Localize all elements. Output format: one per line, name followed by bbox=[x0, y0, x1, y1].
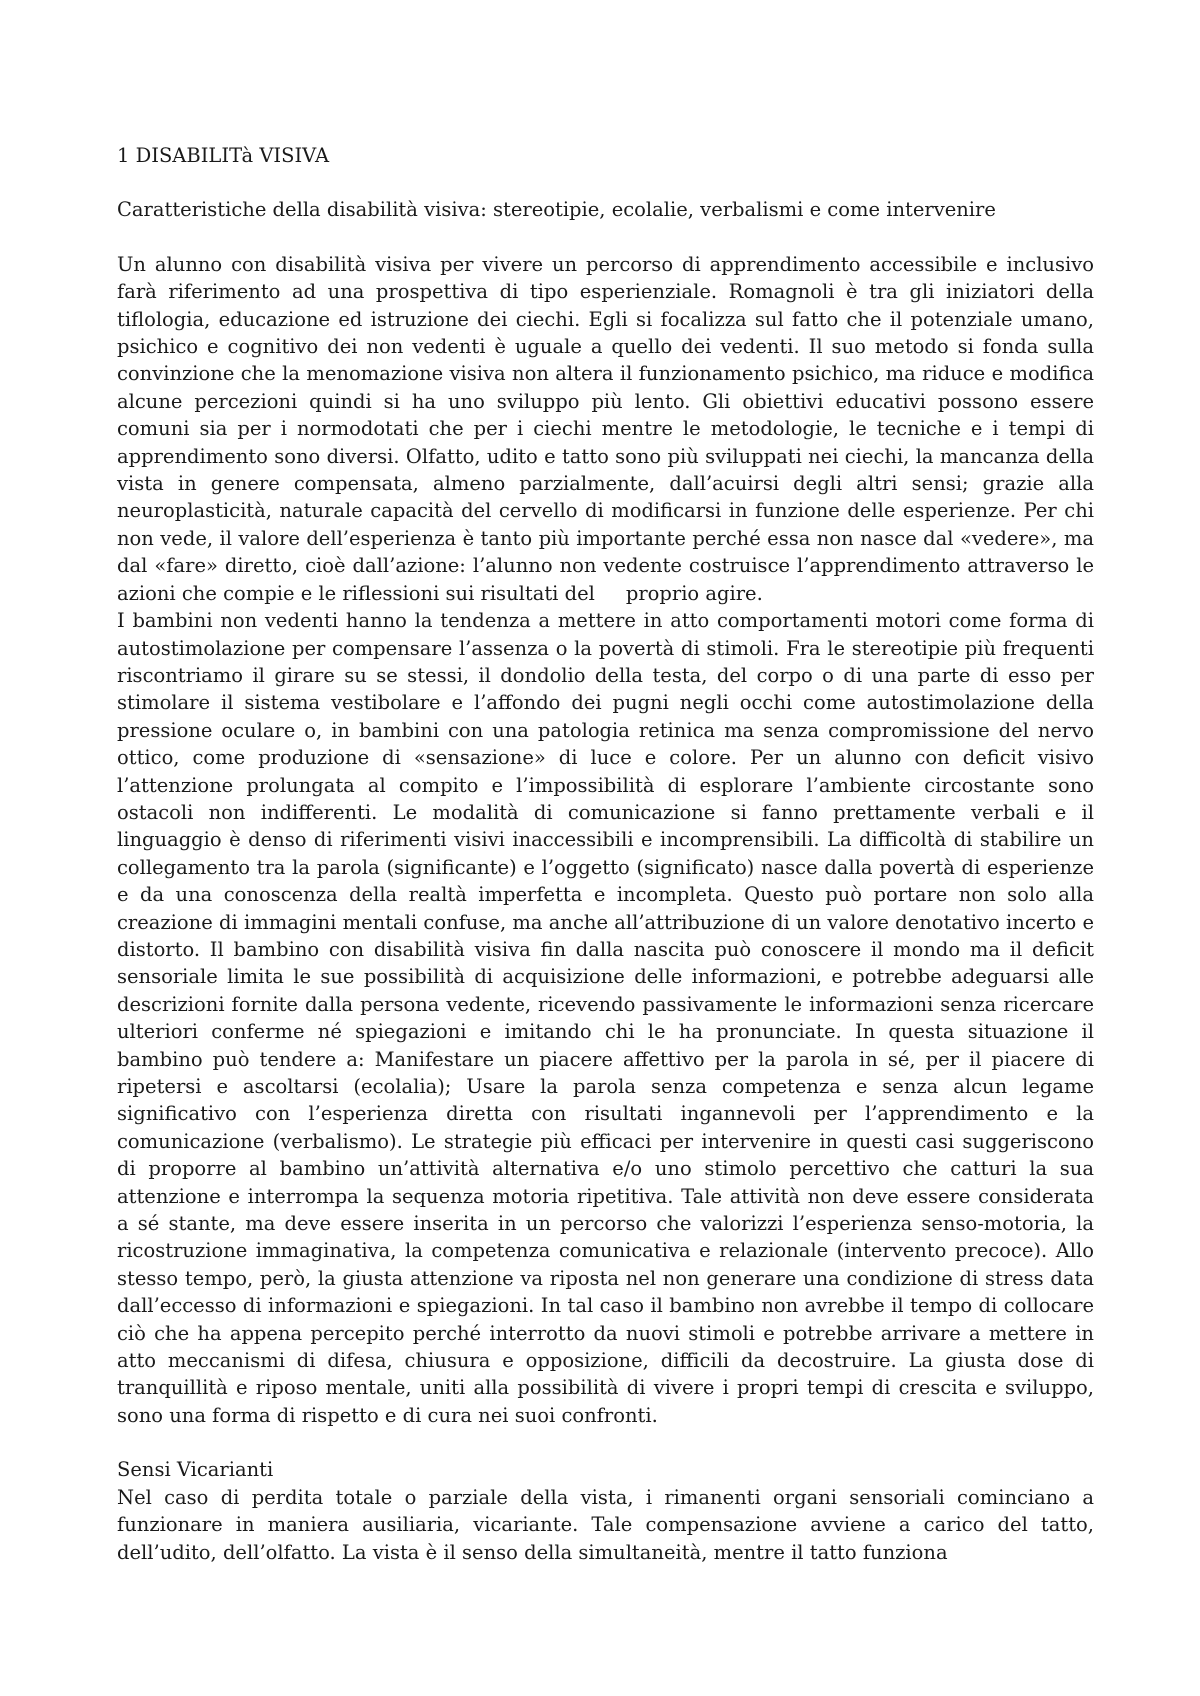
document-subtitle: Caratteristiche della disabilità visiva: stereotipie, ecolalie, verbalismi e come intervenire bbox=[117, 198, 996, 222]
document-heading: 1 DISABILITà VISIVA bbox=[117, 144, 330, 167]
section-title: Sensi Vicarianti bbox=[117, 1458, 274, 1482]
paragraph-stereotypies: I bambini non vedenti hanno la tendenza a mettere in atto comportamenti motori come forma di autostimolazione per compensare l’assenza o la povertà di stimoli. Fra le stereotipie più frequenti riscontriamo il girare su se stessi, il dondolio della testa, del corpo o di una parte di esso per stimolare il sistema vestibolare e l’affondo dei pugni negli occhi come autostimolazione della pressione oculare o, in bambini con una patologia retinica ma senza compromissione del nervo ottico, come produzione di «sensazione» di luce e colore. Per un alunno con deficit visivo l’attenzione prolungata al compito e l’impossibilità di esplorare l’ambiente circostante sono ostacoli non indifferenti. Le modalità di comunicazione si fanno prettamente verbali e il linguaggio è denso di riferimenti visivi inaccessibili e incomprensibili. La difficoltà di stabilire un collegamento tra la parola (significante) e l’oggetto (significato) nasce dalla povertà di esperienze e da una conoscenza della realtà imperfetta e incompleta. Questo può portare non solo alla creazione di immagini mentali confuse, ma anche all’attribuzione di un valore denotativo incerto e distorto. Il bambino con disabilità visiva fin dalla nascita può conoscere il mondo ma il deficit sensoriale limita le sue possibilità di acquisizione delle informazioni, e potrebbe adeguarsi alle descrizioni fornite dalla persona vedente, ricevendo passivamente le informazioni senza ricercare ulteriori conferme né spiegazioni e imitando chi le ha pronunciate. In questa situazione il bambino può tendere a: Manifestare un piacere affettivo per la parola in sé, per il piacere di ripetersi e ascoltarsi (ecolalia); Usare la parola senza competenza e senza alcun legame significativo con l’esperienza diretta con risultati ingannevoli per l’apprendimento e la comunicazione (verbalismo). Le strategie più efficaci per intervenire in questi casi suggeriscono di proporre al bambino un’attività alternativa e/o uno stimolo percettivo che catturi la sua attenzione e interrompa la sequenza motoria ripetitiva. Tale attività non deve essere considerata a sé stante, ma deve essere inserita in un percorso che valorizzi l’esperienza senso-motoria, la ricostruzione immaginativa, la competenza comunicativa e relazionale (intervento precoce). Allo stesso tempo, però, la giusta attenzione va riposta nel non generare una condizione di stress data dall’eccesso di informazioni e spiegazioni. In tal caso il bambino non avrebbe il tempo di collocare ciò che ha appena percepito perché interrotto da nuovi stimoli e potrebbe arrivare a mettere in atto meccanismi di difesa, chiusura e opposizione, difficili da decostruire. La giusta dose di tranquillità e riposo mentale, uniti alla possibilità di vivere i propri tempi di crescita e sviluppo, sono una forma di rispetto e di cura nei suoi confronti. bbox=[117, 609, 1094, 1427]
paragraph-intro: Un alunno con disabilità visiva per vivere un percorso di apprendimento accessibile e inclusivo farà riferimento ad una prospettiva di tipo esperienziale. Romagnoli è tra gli iniziatori della tiflologia, educazione ed istruzione dei ciechi. Egli si focalizza sul fatto che il potenziale umano, psichico e cognitivo dei non vedenti è uguale a quello dei vedenti. Il suo metodo si fonda sulla convinzione che la menomazione visiva non altera il funzionamento psichico, ma riduce e modifica alcune percezioni quindi si ha uno sviluppo più lento. Gli obiettivi educativi possono essere comuni sia per i normodotati che per i ciechi mentre le metodologie, le tecniche e i tempi di apprendimento sono diversi. Olfatto, udito e tatto sono più sviluppati nei ciechi, la mancanza della vista in genere compensata, almeno parzialmente, dall’acuirsi degli altri sensi; grazie alla neuroplasticità, naturale capacità del cervello di modificarsi in funzione delle esperienze. Per chi non vede, il valore dell’esperienza è tanto più importante perché essa non nasce dal «vedere», ma dal «fare» diretto, cioè dall’azione: l’alunno non vedente costruisce l’apprendimento attraverso le azioni che compie e le riflessioni sui risultati del proprio agire. bbox=[117, 252, 1101, 605]
section-paragraph: Nel caso di perdita totale o parziale della vista, i rimanenti organi sensoriali cominciano a funzionare in maniera ausiliaria, vicariante. Tale compensazione avviene a carico del tatto, dell’udito, dell’olfatto. La vista è il senso della simultaneità, mentre il tatto funziona bbox=[117, 1485, 1094, 1564]
